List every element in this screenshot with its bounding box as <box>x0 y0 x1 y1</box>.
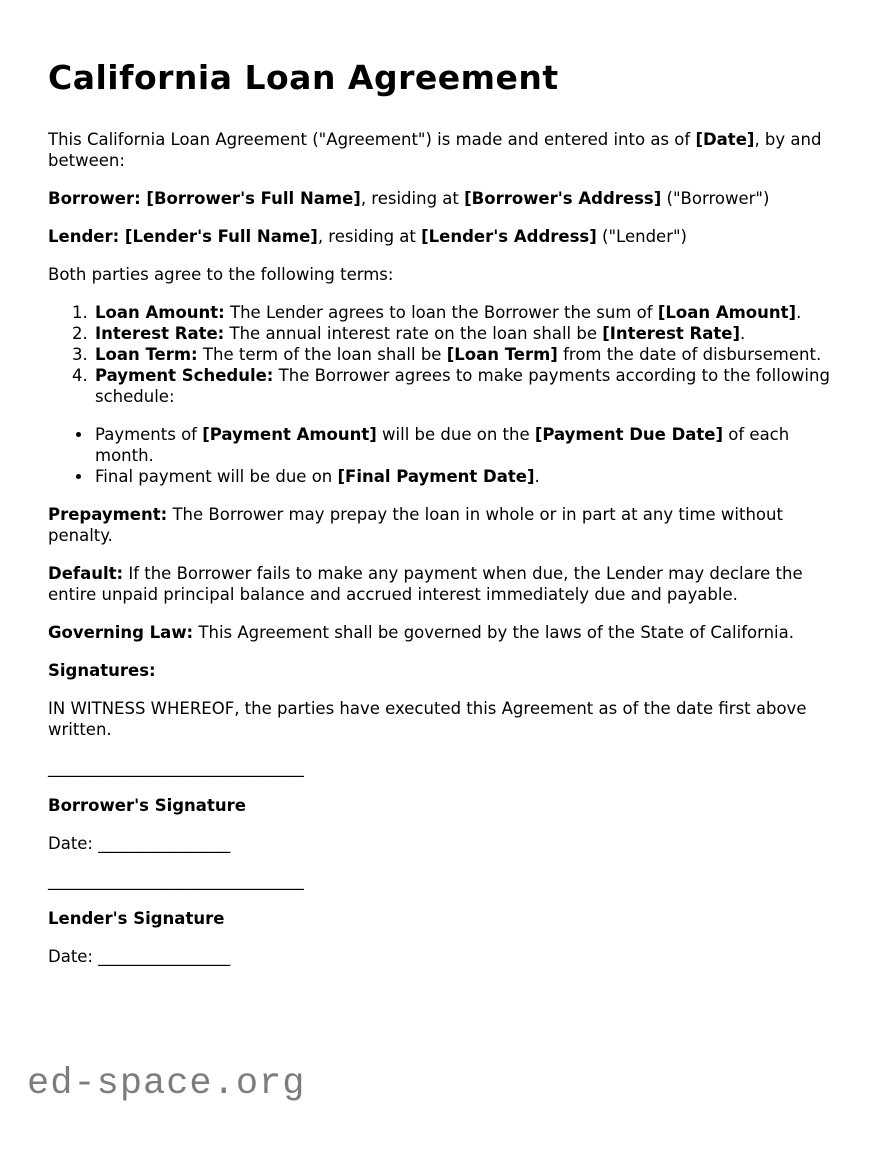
default-paragraph: Default: If the Borrower fails to make any payment when due, the Lender may declare the entire unpaid principal balance and accrued interest immediately due and payable. <box>48 564 803 604</box>
terms-lead: Both parties agree to the following terms: <box>48 265 394 284</box>
document-title: California Loan Agreement <box>48 58 559 97</box>
term-item-payment-schedule: 4. Payment Schedule: The Borrower agrees to make payments according to the following schedule: <box>93 365 844 407</box>
intro-paragraph: This California Loan Agreement ("Agreement") is made and entered into as of [Date], by and between: <box>48 130 822 170</box>
term-item-interest-rate: 2. Interest Rate: The annual interest rate on the loan shall be [Interest Rate]. <box>93 323 844 344</box>
borrower-signature-line: _______________________________ <box>48 758 304 777</box>
witness-paragraph: IN WITNESS WHEREOF, the parties have executed this Agreement as of the date first above written. <box>48 699 807 739</box>
governing-law-paragraph: Governing Law: This Agreement shall be governed by the laws of the State of California. <box>48 623 794 642</box>
schedule-item-monthly-payment: • Payments of [Payment Amount] will be due on the [Payment Due Date] of each month. <box>93 424 844 466</box>
term-item-loan-amount: 1. Loan Amount: The Lender agrees to loan the Borrower the sum of [Loan Amount]. <box>93 302 844 323</box>
watermark: ed-space.org <box>27 1063 306 1105</box>
term-item-loan-term: 3. Loan Term: The term of the loan shall be [Loan Term] from the date of disbursement. <box>93 344 844 365</box>
terms-list <box>48 302 844 407</box>
prepayment-paragraph: Prepayment: The Borrower may prepay the loan in whole or in part at any time without penalty. <box>48 505 783 545</box>
lender-line: Lender: [Lender's Full Name], residing at [Lender's Address] ("Lender") <box>48 227 687 246</box>
borrower-line: Borrower: [Borrower's Full Name], residing at [Borrower's Address] ("Borrower") <box>48 189 770 208</box>
lender-date-line: Date: ________________ <box>48 947 231 966</box>
schedule-item-final-payment: • Final payment will be due on [Final Payment Date]. <box>93 466 844 487</box>
lender-signature-label: Lender's Signature <box>48 909 225 928</box>
borrower-date-line: Date: ________________ <box>48 834 231 853</box>
borrower-signature-label: Borrower's Signature <box>48 796 246 815</box>
lender-signature-line: _______________________________ <box>48 871 304 890</box>
signatures-heading: Signatures: <box>48 661 156 680</box>
payment-schedule-list <box>48 424 844 487</box>
